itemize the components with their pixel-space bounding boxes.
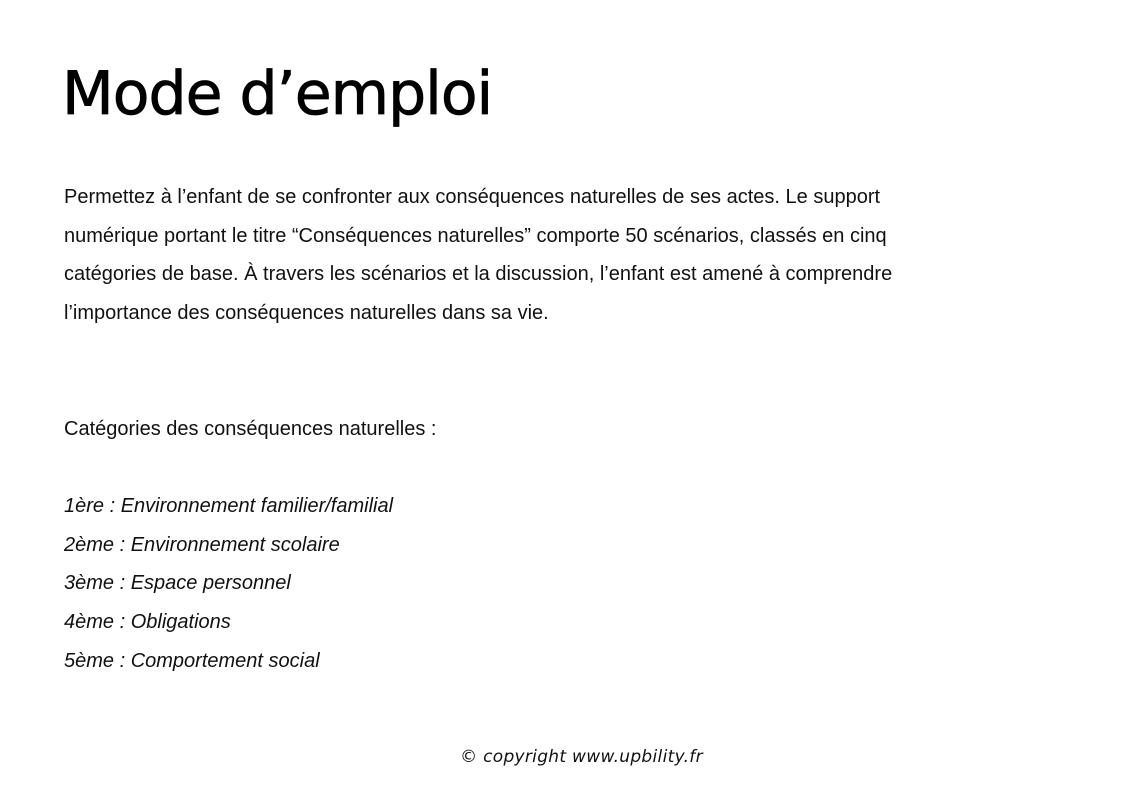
categories-heading: Catégories des conséquences naturelles : xyxy=(64,418,437,440)
category-item: 4ème : Obligations xyxy=(64,611,231,634)
intro-paragraph: Permettez à l’enfant de se confronter aux conséquences naturelles de ses actes. Le support numérique portant le titre “Conséquences naturelles” comporte 50 scénarios, classés en cinq catégories de base. À travers les scénarios et la discussion, l’enfant est amené à comprendre l’importance des conséquences naturelles dans sa vie. xyxy=(64,186,893,325)
category-item: 5ème : Comportement social xyxy=(64,649,320,672)
category-item: 2ème : Environnement scolaire xyxy=(64,533,340,556)
copyright-footer: © copyright www.upbility.fr xyxy=(460,747,703,767)
categories-list xyxy=(64,487,393,681)
page-title: Mode d’emploi xyxy=(62,59,493,129)
category-item: 3ème : Espace personnel xyxy=(64,572,291,595)
category-item: 1ère : Environnement familier/familial xyxy=(64,495,394,517)
